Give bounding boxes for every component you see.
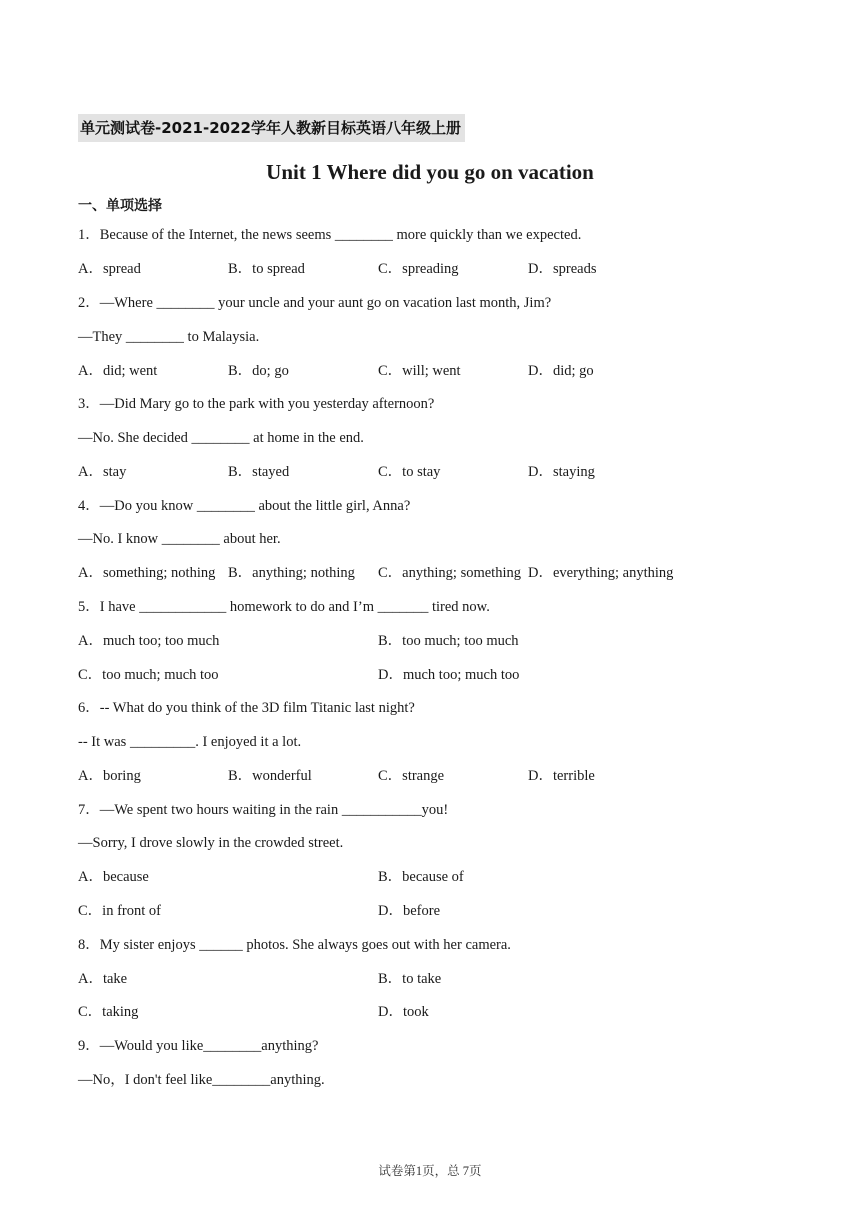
question-dialogue-line: —They ________ to Malaysia.	[78, 329, 260, 345]
question-stem: 3．—Did Mary go to the park with you yesterday afternoon?	[78, 396, 435, 412]
option-b: B．too much; too much	[378, 633, 519, 649]
option-d: D．spreads	[528, 261, 597, 277]
page-footer: 试卷第1页，总 7页	[378, 1164, 482, 1178]
option-d: D．staying	[528, 464, 595, 480]
question-dialogue-line: —No. She decided ________ at home in the end.	[78, 430, 364, 446]
option-a: A．boring	[78, 768, 141, 784]
option-c: C．anything; something	[378, 565, 521, 581]
option-c: C．spreading	[378, 261, 459, 277]
option-c: C．to stay	[378, 464, 441, 480]
option-d: D．did; go	[528, 363, 594, 379]
option-a: A．stay	[78, 464, 127, 480]
option-d: D．terrible	[528, 768, 595, 784]
exam-banner: 单元测试卷-2021-2022学年人教新目标英语八年级上册	[78, 114, 465, 142]
option-c: C．too much; much too	[78, 667, 219, 683]
option-a: A．much too; too much	[78, 633, 220, 649]
option-a: A．take	[78, 971, 128, 987]
question-dialogue-line: —Sorry, I drove slowly in the crowded street.	[78, 835, 344, 851]
question-dialogue-line: —No. I know ________ about her.	[78, 531, 281, 547]
option-d: D．everything; anything	[528, 565, 674, 581]
question-stem: 2．—Where ________ your uncle and your aunt go on vacation last month, Jim?	[78, 295, 552, 311]
option-a: A．something; nothing	[78, 565, 216, 581]
option-c: C．taking	[78, 1004, 139, 1020]
section-heading: 一、单项选择	[78, 198, 162, 214]
question-stem: 6．-- What do you think of the 3D film Titanic last night?	[78, 700, 415, 716]
option-b: B．to take	[378, 971, 442, 987]
option-b: B．stayed	[228, 464, 290, 480]
option-d: D．took	[378, 1004, 429, 1020]
option-b: B．wonderful	[228, 768, 312, 784]
question-dialogue-line: —No，I don't feel like________anything.	[78, 1072, 325, 1088]
option-a: A．because	[78, 869, 149, 885]
question-stem: 4．—Do you know ________ about the little girl, Anna?	[78, 498, 411, 514]
question-stem: 9．—Would you like________anything?	[78, 1038, 319, 1054]
option-d: D．before	[378, 903, 441, 919]
option-a: A．spread	[78, 261, 141, 277]
question-stem: 8．My sister enjoys ______ photos. She always goes out with her camera.	[78, 937, 511, 953]
option-c: C．strange	[378, 768, 445, 784]
question-stem: 5．I have ____________ homework to do and I’m _______ tired now.	[78, 599, 490, 615]
option-d: D．much too; much too	[378, 667, 520, 683]
question-stem: 1．Because of the Internet, the news seems ________ more quickly than we expected.	[78, 227, 582, 243]
option-c: C．will; went	[378, 363, 461, 379]
unit-title: Unit 1 Where did you go on vacation	[266, 160, 594, 184]
option-b: B．anything; nothing	[228, 565, 355, 581]
question-stem: 7．—We spent two hours waiting in the rain ___________you!	[78, 802, 449, 818]
option-b: B．to spread	[228, 261, 305, 277]
option-b: B．because of	[378, 869, 464, 885]
option-a: A．did; went	[78, 363, 158, 379]
option-c: C．in front of	[78, 903, 161, 919]
question-dialogue-line: -- It was _________. I enjoyed it a lot.	[78, 734, 302, 750]
option-b: B．do; go	[228, 363, 289, 379]
